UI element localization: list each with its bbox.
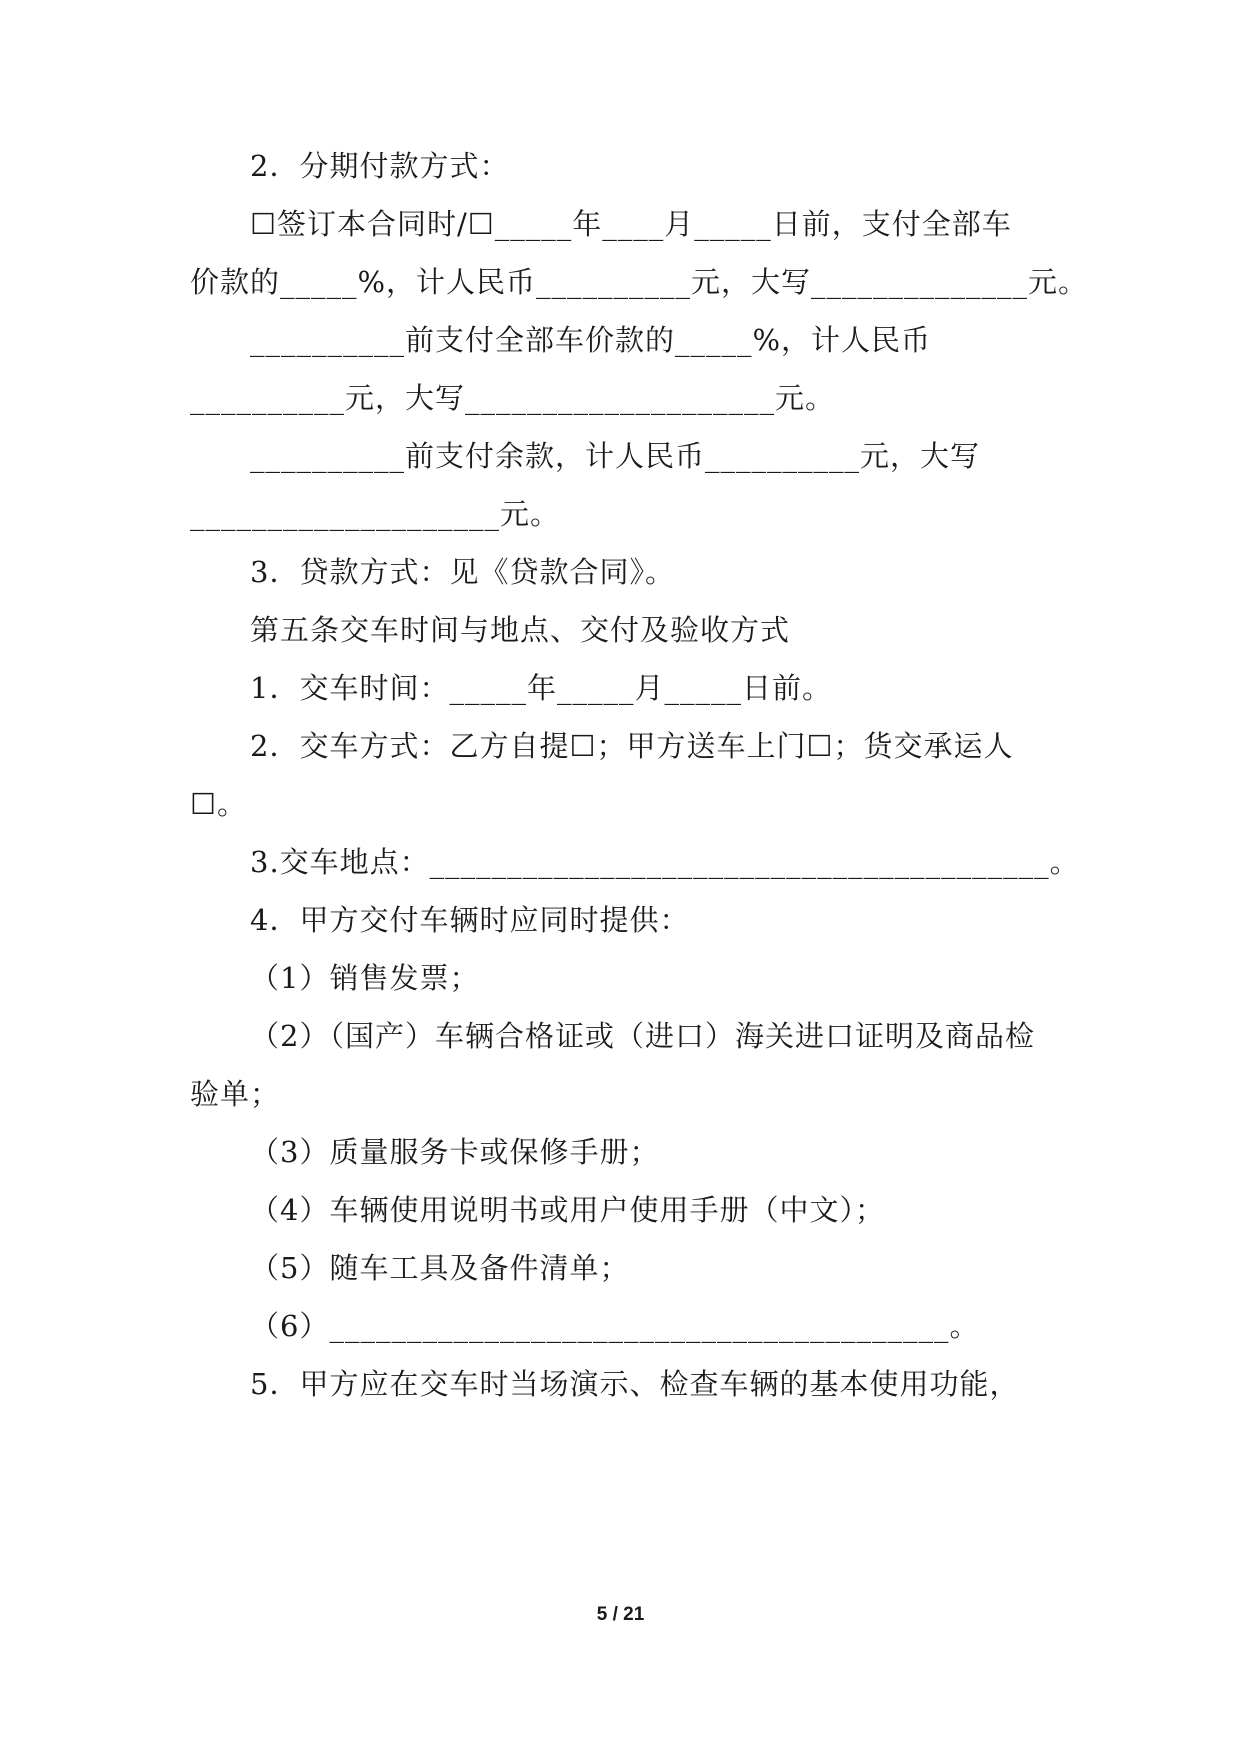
text-line: ☐。 — [190, 787, 247, 821]
text-line: ☐签订本合同时/☐_____年____月_____日前，支付全部车 — [250, 207, 1012, 241]
text-line: 1．交车时间：_____年_____月_____日前。 — [250, 671, 832, 705]
text-line: 3.交车地点：________________________________________。 — [250, 845, 1080, 879]
list-item: （2）（国产）车辆合格证或（进口）海关进口证明及商品检 — [250, 1019, 1035, 1053]
list-item: （1）销售发票； — [250, 961, 480, 995]
text-line: 2．分期付款方式： — [250, 149, 510, 183]
text-line: ____________________元。 — [190, 497, 561, 531]
text-line: 3．贷款方式：见《贷款合同》。 — [250, 555, 675, 589]
list-item: （4）车辆使用说明书或用户使用手册（中文）； — [250, 1193, 885, 1227]
text-line: __________元，大写____________________元。 — [190, 381, 836, 415]
text-line: __________前支付余款，计人民币__________元，大写 — [250, 439, 981, 473]
page-number: 5 / 21 — [596, 1604, 645, 1625]
text-line: 4．甲方交付车辆时应同时提供： — [250, 903, 690, 937]
text-line: 5．甲方应在交车时当场演示、检查车辆的基本使用功能， — [250, 1367, 1020, 1401]
text-line: __________前支付全部车价款的_____%，计人民币 — [250, 323, 932, 357]
text-line: 2．交车方式：乙方自提☐；甲方送车上门☐；货交承运人 — [250, 729, 1014, 763]
list-item: （6）________________________________________。 — [250, 1309, 980, 1343]
text-line: 价款的_____%，计人民币__________元，大写______________元。 — [190, 265, 1089, 299]
list-item: （3）质量服务卡或保修手册； — [250, 1135, 660, 1169]
section-heading: 第五条交车时间与地点、交付及验收方式 — [250, 613, 791, 647]
text-line: 验单； — [190, 1077, 281, 1111]
list-item: （5）随车工具及备件清单； — [250, 1251, 630, 1285]
